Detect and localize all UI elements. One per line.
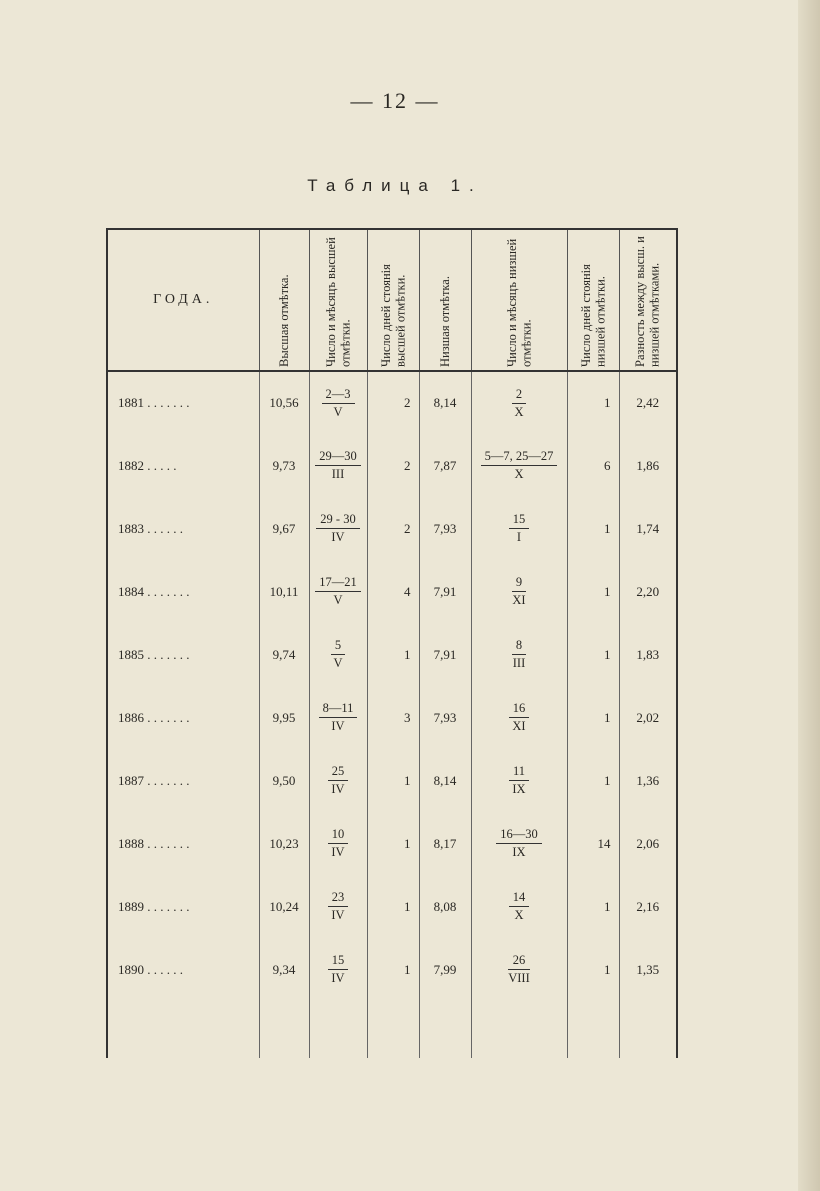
- date-fraction: [328, 953, 349, 986]
- date-fraction: [319, 701, 358, 734]
- high-date-cell: [309, 875, 367, 938]
- year-cell: 1881 . . . . . . .: [107, 371, 259, 434]
- low-date-cell: [471, 875, 567, 938]
- empty-cell: [419, 1001, 471, 1058]
- day-range: 26: [508, 953, 530, 970]
- low-date-cell: [471, 434, 567, 497]
- day-range: 10: [328, 827, 349, 844]
- table-row: [107, 497, 677, 560]
- month-roman: IV: [331, 719, 345, 733]
- high-mark-cell: 10,56: [259, 371, 309, 434]
- month-roman: III: [331, 467, 345, 481]
- month-roman: IV: [331, 782, 345, 796]
- high-mark-cell: 9,74: [259, 623, 309, 686]
- date-fraction: [322, 387, 355, 420]
- header-low-mark: [419, 229, 471, 371]
- empty-cell: [367, 1001, 419, 1058]
- low-mark-cell: 7,93: [419, 497, 471, 560]
- low-date-cell: [471, 623, 567, 686]
- day-range: 17—21: [315, 575, 361, 592]
- date-fraction: [509, 890, 530, 923]
- header-high-days-text: Число дней стоянія высшей отмѣтки.: [378, 264, 407, 367]
- header-row: [107, 229, 677, 371]
- empty-cell: [567, 1001, 619, 1058]
- date-fraction: [481, 449, 558, 482]
- table-row: [107, 623, 677, 686]
- high-mark-cell: 10,24: [259, 875, 309, 938]
- table-row: [107, 938, 677, 1001]
- day-range: 29 - 30: [316, 512, 359, 529]
- high-date-cell: [309, 938, 367, 1001]
- low-days-cell: 1: [567, 749, 619, 812]
- year-cell: 1885 . . . . . . .: [107, 623, 259, 686]
- high-days-cell: 2: [367, 434, 419, 497]
- year-cell: 1888 . . . . . . .: [107, 812, 259, 875]
- difference-cell: 2,06: [619, 812, 677, 875]
- day-range: 25: [328, 764, 349, 781]
- header-low-days-text: Число дней стоянія низшей отмѣтки.: [578, 264, 607, 367]
- table-row: [107, 749, 677, 812]
- date-fraction: [315, 575, 361, 608]
- difference-cell: 1,35: [619, 938, 677, 1001]
- month-roman: I: [516, 530, 522, 544]
- day-range: 8: [512, 638, 526, 655]
- low-mark-cell: 7,87: [419, 434, 471, 497]
- date-fraction: [316, 512, 359, 545]
- difference-cell: 1,36: [619, 749, 677, 812]
- water-level-table: [106, 228, 678, 1058]
- header-difference: [619, 229, 677, 371]
- difference-cell: 1,86: [619, 434, 677, 497]
- high-mark-cell: 10,11: [259, 560, 309, 623]
- low-days-cell: 6: [567, 434, 619, 497]
- empty-cell: [259, 1001, 309, 1058]
- month-roman: XI: [512, 719, 526, 733]
- low-days-cell: 1: [567, 938, 619, 1001]
- month-roman: IV: [331, 971, 345, 985]
- empty-cell: [309, 1001, 367, 1058]
- month-roman: X: [514, 467, 524, 481]
- year-cell: 1886 . . . . . . .: [107, 686, 259, 749]
- high-date-cell: [309, 434, 367, 497]
- header-high-date: [309, 229, 367, 371]
- date-fraction: [512, 638, 526, 671]
- year-cell: 1890 . . . . . .: [107, 938, 259, 1001]
- day-range: 16: [509, 701, 530, 718]
- header-high-days: [367, 229, 419, 371]
- day-range: 15: [509, 512, 530, 529]
- header-high-mark-text: Высшая отмѣтка.: [276, 274, 291, 367]
- low-date-cell: [471, 749, 567, 812]
- high-mark-cell: 9,95: [259, 686, 309, 749]
- empty-cell: [471, 1001, 567, 1058]
- month-roman: IX: [512, 845, 526, 859]
- year-cell: 1884 . . . . . . .: [107, 560, 259, 623]
- table-filler-row: [107, 1001, 677, 1058]
- day-range: 5: [331, 638, 345, 655]
- low-days-cell: 1: [567, 686, 619, 749]
- day-range: 23: [328, 890, 349, 907]
- table-row: [107, 434, 677, 497]
- low-mark-cell: 8,17: [419, 812, 471, 875]
- month-roman: IV: [331, 530, 345, 544]
- year-cell: 1887 . . . . . . .: [107, 749, 259, 812]
- day-range: 9: [512, 575, 526, 592]
- low-date-cell: [471, 686, 567, 749]
- low-days-cell: 1: [567, 875, 619, 938]
- day-range: 5—7, 25—27: [481, 449, 558, 466]
- low-mark-cell: 8,14: [419, 749, 471, 812]
- date-fraction: [509, 512, 530, 545]
- month-roman: V: [333, 656, 343, 670]
- month-roman: III: [512, 656, 526, 670]
- low-mark-cell: 7,93: [419, 686, 471, 749]
- month-roman: V: [333, 404, 343, 419]
- month-roman: XI: [512, 593, 526, 607]
- high-mark-cell: 9,67: [259, 497, 309, 560]
- difference-cell: 2,20: [619, 560, 677, 623]
- low-days-cell: 1: [567, 560, 619, 623]
- table-row: [107, 875, 677, 938]
- day-range: 8—11: [319, 701, 358, 718]
- low-mark-cell: 7,91: [419, 560, 471, 623]
- date-fraction: [512, 387, 526, 420]
- day-range: 2—3: [322, 387, 355, 404]
- high-date-cell: [309, 560, 367, 623]
- month-roman: X: [514, 908, 524, 922]
- high-date-cell: [309, 497, 367, 560]
- header-low-mark-text: Низшая отмѣтка.: [437, 276, 452, 367]
- month-roman: IV: [331, 845, 345, 859]
- page-number: — 12 —: [350, 88, 440, 113]
- day-range: 29—30: [315, 449, 361, 466]
- header-difference-text: Разность между высш. и низшей отмѣтками.: [633, 236, 662, 367]
- high-days-cell: 2: [367, 371, 419, 434]
- year-cell: 1882 . . . . .: [107, 434, 259, 497]
- low-date-cell: [471, 371, 567, 434]
- high-date-cell: [309, 623, 367, 686]
- empty-cell: [619, 1001, 677, 1058]
- header-low-date-text: Число и мѣсяцъ низшей отмѣтки.: [504, 238, 533, 367]
- date-fraction: [508, 953, 530, 986]
- low-days-cell: 1: [567, 371, 619, 434]
- difference-cell: 2,02: [619, 686, 677, 749]
- date-fraction: [509, 764, 529, 797]
- high-days-cell: 2: [367, 497, 419, 560]
- date-fraction: [331, 638, 345, 671]
- high-date-cell: [309, 371, 367, 434]
- low-days-cell: 1: [567, 623, 619, 686]
- high-days-cell: 1: [367, 623, 419, 686]
- date-fraction: [328, 890, 349, 923]
- month-roman: VIII: [508, 971, 530, 985]
- date-fraction: [509, 701, 530, 734]
- high-mark-cell: 9,34: [259, 938, 309, 1001]
- difference-cell: 2,16: [619, 875, 677, 938]
- low-days-cell: 1: [567, 497, 619, 560]
- table-row: [107, 812, 677, 875]
- header-high-mark: [259, 229, 309, 371]
- high-date-cell: [309, 686, 367, 749]
- year-cell: 1889 . . . . . . .: [107, 875, 259, 938]
- high-days-cell: 3: [367, 686, 419, 749]
- low-date-cell: [471, 497, 567, 560]
- high-date-cell: [309, 749, 367, 812]
- high-days-cell: 1: [367, 749, 419, 812]
- table-row: [107, 560, 677, 623]
- month-roman: IV: [331, 908, 345, 922]
- low-mark-cell: 8,14: [419, 371, 471, 434]
- low-days-cell: 14: [567, 812, 619, 875]
- difference-cell: 1,74: [619, 497, 677, 560]
- table-row: [107, 371, 677, 434]
- page-edge-shadow: [798, 0, 820, 1191]
- header-low-days: [567, 229, 619, 371]
- empty-cell: [107, 1001, 259, 1058]
- header-high-date-text: Число и мѣсяцъ высшей отмѣтки.: [323, 237, 352, 367]
- date-fraction: [328, 827, 349, 860]
- month-roman: X: [514, 404, 524, 419]
- low-mark-cell: 7,91: [419, 623, 471, 686]
- low-mark-cell: 7,99: [419, 938, 471, 1001]
- low-date-cell: [471, 812, 567, 875]
- low-mark-cell: 8,08: [419, 875, 471, 938]
- difference-cell: 2,42: [619, 371, 677, 434]
- high-days-cell: 1: [367, 938, 419, 1001]
- high-days-cell: 1: [367, 812, 419, 875]
- header-year: ГОДА.: [107, 229, 259, 371]
- table-caption: Таблица 1.: [307, 176, 483, 195]
- high-mark-cell: 9,73: [259, 434, 309, 497]
- high-mark-cell: 10,23: [259, 812, 309, 875]
- high-date-cell: [309, 812, 367, 875]
- high-days-cell: 4: [367, 560, 419, 623]
- low-date-cell: [471, 938, 567, 1001]
- high-mark-cell: 9,50: [259, 749, 309, 812]
- date-fraction: [512, 575, 526, 608]
- date-fraction: [315, 449, 361, 482]
- low-date-cell: [471, 560, 567, 623]
- table-row: [107, 686, 677, 749]
- day-range: 14: [509, 890, 530, 907]
- high-days-cell: 1: [367, 875, 419, 938]
- difference-cell: 1,83: [619, 623, 677, 686]
- year-cell: 1883 . . . . . .: [107, 497, 259, 560]
- month-roman: V: [333, 593, 343, 607]
- day-range: 15: [328, 953, 349, 970]
- day-range: 2: [512, 387, 526, 404]
- day-range: 11: [509, 764, 529, 781]
- day-range: 16—30: [496, 827, 542, 844]
- header-low-date: [471, 229, 567, 371]
- date-fraction: [328, 764, 349, 797]
- table-body: [107, 371, 677, 1058]
- date-fraction: [496, 827, 542, 860]
- month-roman: IX: [512, 782, 526, 796]
